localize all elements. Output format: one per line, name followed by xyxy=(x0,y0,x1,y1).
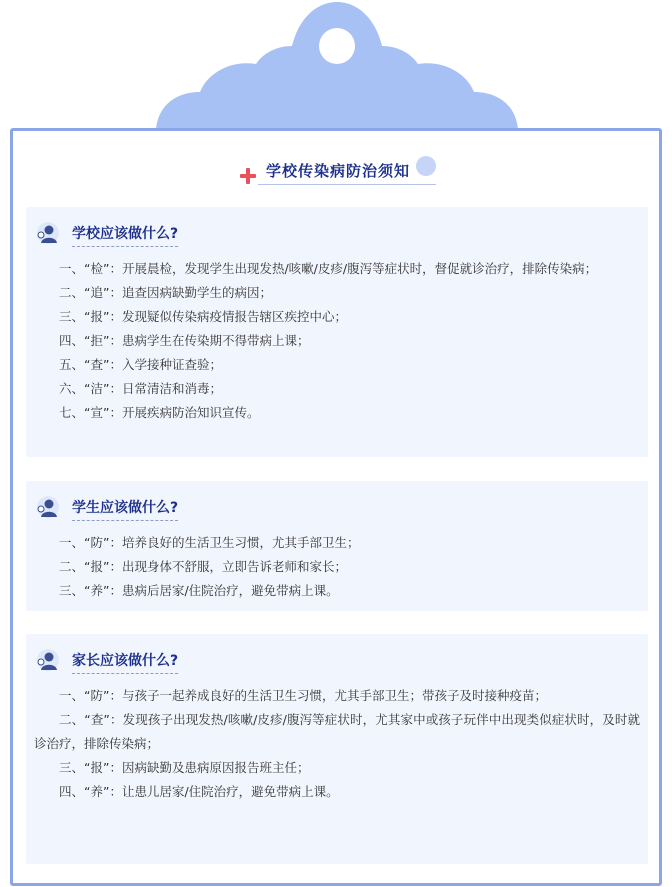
section-body xyxy=(34,257,640,425)
list-item: 五、“查”：入学接种证查验； xyxy=(59,357,222,372)
section-body xyxy=(34,531,640,603)
section-heading: 学生应该做什么? xyxy=(72,497,178,521)
doctor-avatar-icon xyxy=(36,221,60,245)
section-card-school xyxy=(26,207,648,457)
section-body xyxy=(34,684,640,804)
decorative-dot xyxy=(416,156,436,176)
list-item: 四、“拒”：患病学生在传染期不得带病上课； xyxy=(59,333,310,348)
list-item: 二、“查”：发现孩子出现发热/咳嗽/皮疹/腹泻等症状时，尤其家中或孩子玩伴中出现类似症状时，及时就诊治疗，排除传染病； xyxy=(34,712,640,751)
list-item: 六、“洁”：日常清洁和消毒； xyxy=(59,381,222,396)
list-item: 三、“报”：因病缺勤及患病原因报告班主任； xyxy=(59,760,310,775)
title-block xyxy=(236,156,446,192)
list-item: 一、“检”：开展晨检，发现学生出现发热/咳嗽/皮疹/腹泻等症状时，督促就诊治疗，排除传染病； xyxy=(59,261,598,276)
doctor-avatar-icon xyxy=(36,648,60,672)
doctor-avatar-icon xyxy=(36,495,60,519)
list-item: 一、“防”：与孩子一起养成良好的生活卫生习惯，尤其手部卫生；带孩子及时接种疫苗； xyxy=(59,688,547,703)
list-item: 七、“宣”：开展疾病防治知识宣传。 xyxy=(59,405,260,420)
section-card-parent xyxy=(26,634,648,864)
list-item: 二、“追”：追查因病缺勤学生的病因； xyxy=(59,285,272,300)
list-item: 四、“养”：让患儿居家/住院治疗，避免带病上课。 xyxy=(59,784,339,799)
list-item: 二、“报”：出现身体不舒服，立即告诉老师和家长； xyxy=(59,559,347,574)
page-title: 学校传染病防治须知 xyxy=(266,162,411,180)
title-underline xyxy=(258,184,436,185)
list-item: 三、“养”：患病后居家/住院治疗，避免带病上课。 xyxy=(59,583,339,598)
section-heading: 学校应该做什么? xyxy=(72,223,178,247)
plus-icon xyxy=(240,168,256,184)
section-heading: 家长应该做什么? xyxy=(72,650,178,674)
list-item: 三、“报”：发现疑似传染病疫情报告辖区疾控中心； xyxy=(59,309,347,324)
section-card-student xyxy=(26,481,648,611)
list-item: 一、“防”：培养良好的生活卫生习惯，尤其手部卫生； xyxy=(59,535,360,550)
clipboard-clip-icon xyxy=(152,0,522,140)
